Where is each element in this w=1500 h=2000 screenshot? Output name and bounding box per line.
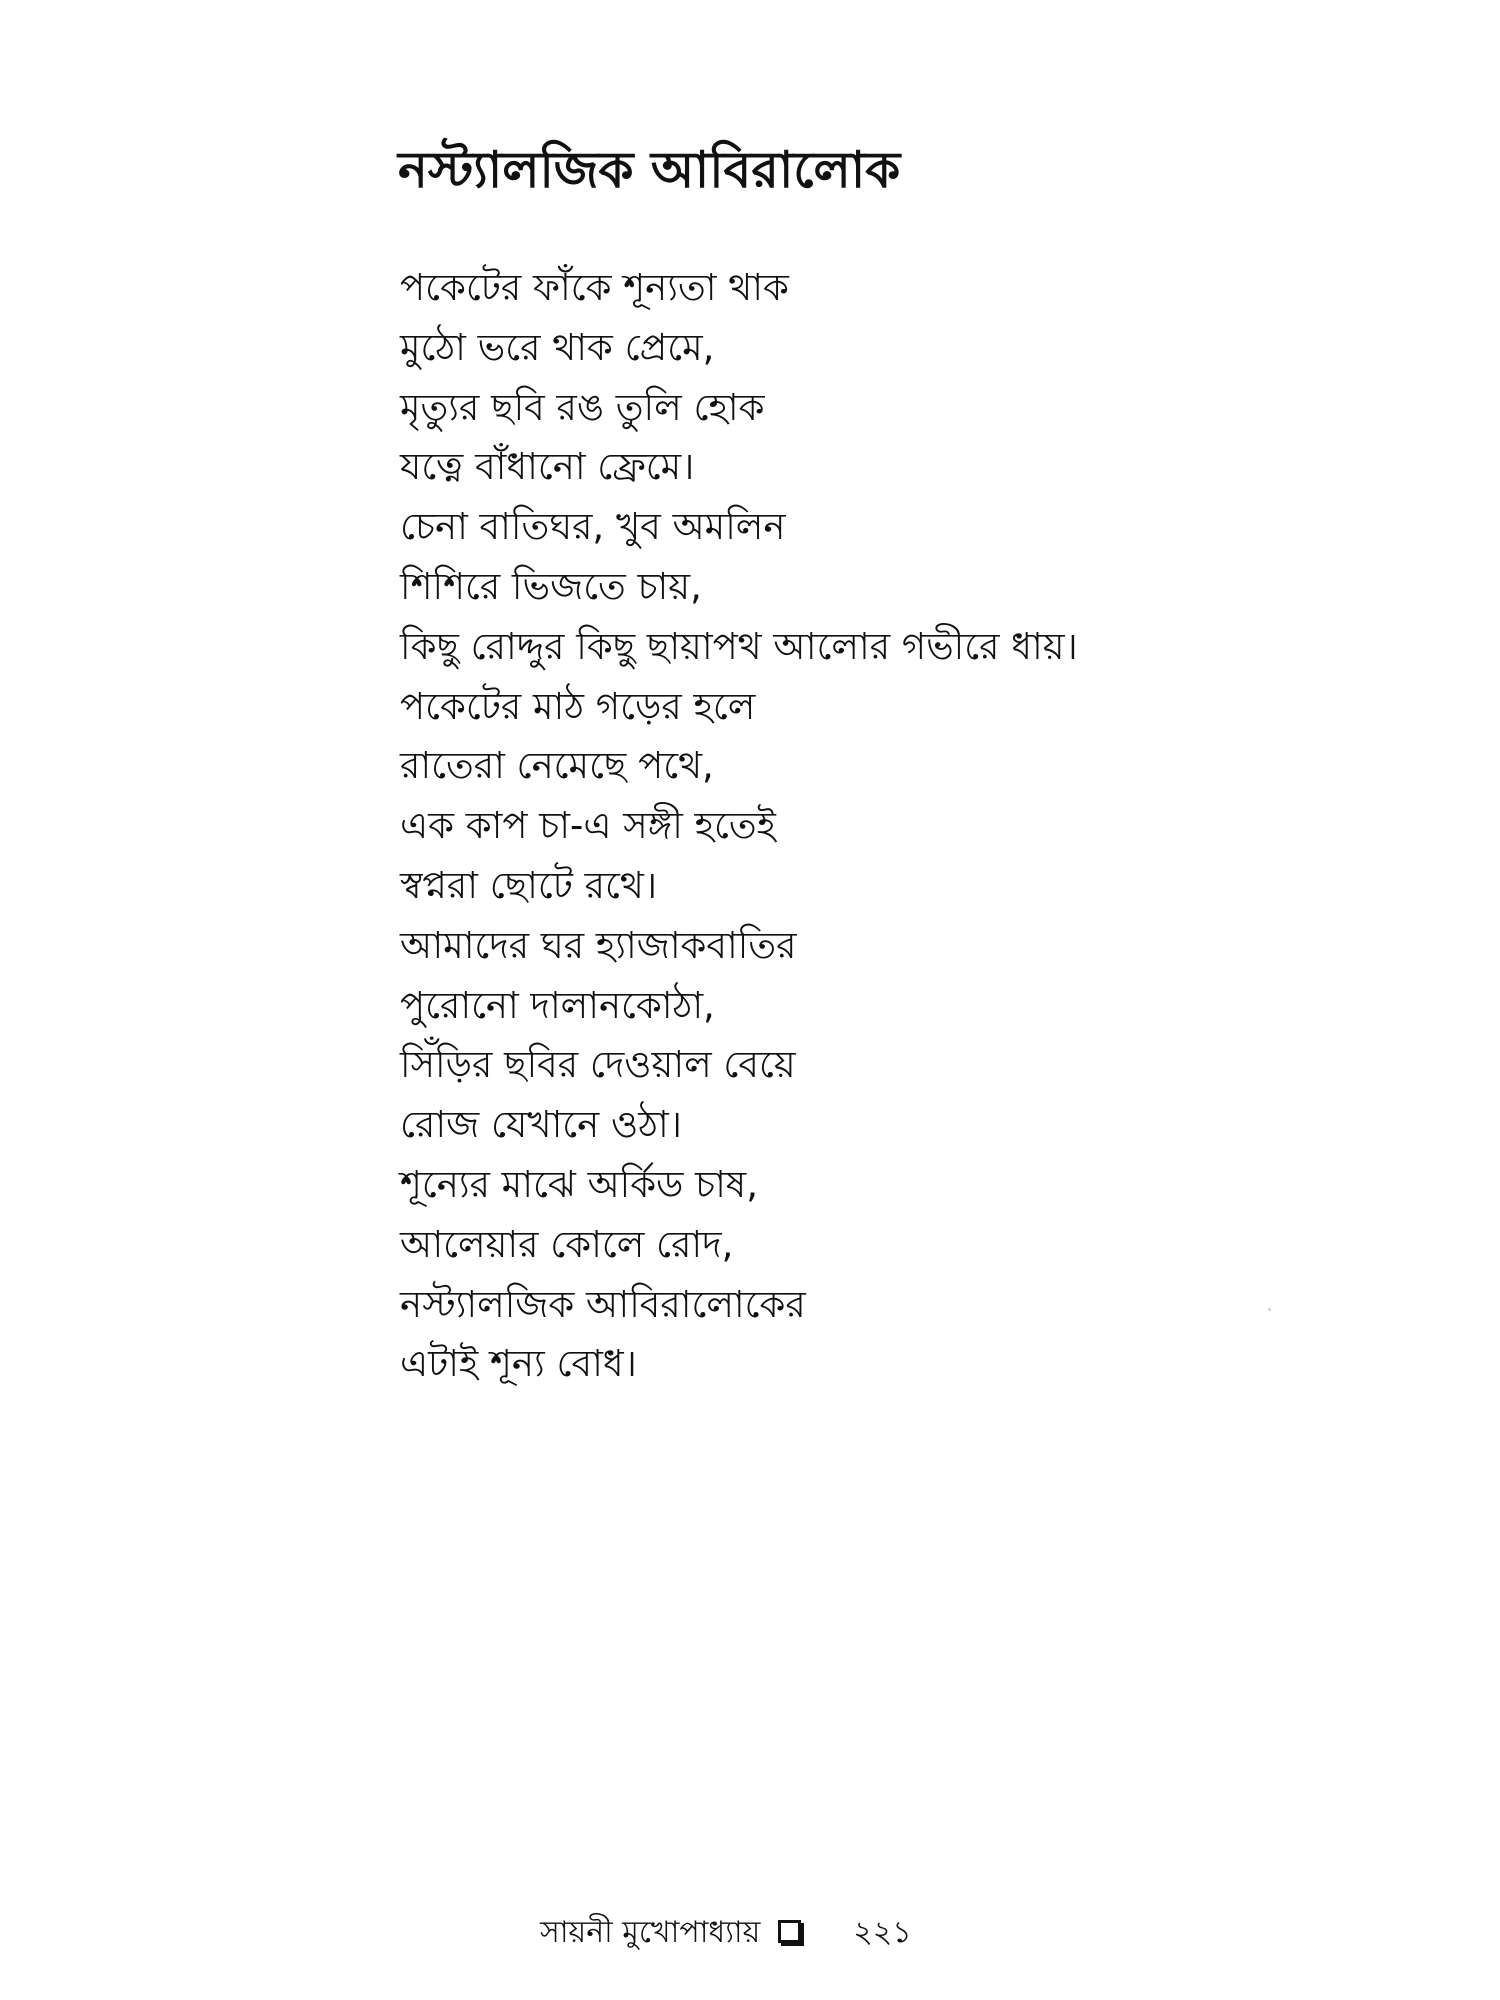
page-footer (540, 1908, 912, 1958)
poem-line: কিছু রোদ্দুর কিছু ছায়াপথ আলোর গভীরে ধায়। (400, 624, 1078, 668)
poem-body (400, 258, 1078, 1394)
poem-line: শিশিরে ভিজতে চায়, (400, 564, 702, 608)
poem-line: আমাদের ঘর হ্যাজাকবাতির (400, 923, 797, 967)
poem-line: মুঠো ভরে থাক প্রেমে, (400, 325, 715, 369)
poem-line: যত্নে বাঁধানো ফ্রেমে। (400, 445, 695, 489)
poem-line: পকেটের ফাঁকে শূন্যতা থাক (400, 266, 789, 309)
poem-line: সিঁড়ির ছবির দেওয়াল বেয়ে (400, 1043, 796, 1087)
poem-line: এক কাপ চা-এ সঙ্গী হতেই (400, 804, 776, 848)
square-bullet-icon (778, 1920, 801, 1943)
page-number: ২২১ (853, 1915, 912, 1950)
poem-line: শূন্যের মাঝে অর্কিড চাষ, (400, 1162, 758, 1206)
paper-speck (1268, 1308, 1271, 1311)
poem-line: নস্ট্যালজিক আবিরালোকের (400, 1282, 806, 1326)
poem-line: পুরোনো দালানকোঠা, (400, 983, 715, 1027)
poem-line: আলেয়ার কোলে রোদ, (400, 1222, 734, 1266)
poem-line: মৃত্যুর ছবি রঙ তুলি হোক (400, 385, 765, 429)
poem-line: রাতেরা নেমেছে পথে, (400, 744, 714, 788)
poem-line: পকেটের মাঠ গড়ের হলে (400, 684, 756, 728)
poem-line: রোজ যেখানে ওঠা। (400, 1103, 682, 1147)
poem-line: স্বপ্নরা ছোটে রথে। (400, 863, 658, 907)
footer-author: সায়নী মুখোপাধ্যায় (540, 1915, 761, 1950)
poem-line: চেনা বাতিঘর, খুব অমলিন (400, 505, 786, 549)
poem-line: এটাই শূন্য বোধ। (400, 1342, 637, 1386)
poem-title: নস্ট্যালজিক আবিরালোক (398, 141, 901, 199)
